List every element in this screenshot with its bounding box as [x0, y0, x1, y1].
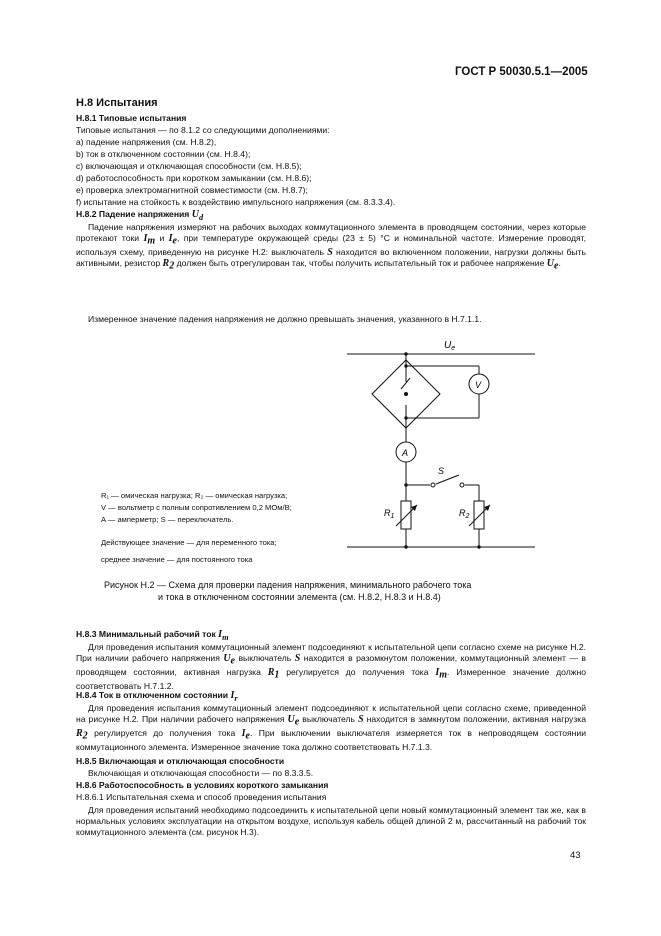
page-number: 43	[570, 850, 581, 861]
list-item: c) включающая и отключающая способности (см. Н.8.5);	[76, 161, 302, 171]
label-r1: $R_1$	[384, 508, 395, 520]
section-h83-title: Н.8.3 Минимальный рабочий ток $I_m$	[76, 629, 229, 642]
label-ue: $U_e$	[444, 340, 456, 352]
figure-caption: Рисунок Н.2 — Схема для проверки падения напряжения, минимального рабочего тока	[104, 580, 472, 590]
doc-header: ГОСТ Р 50030.5.1—2005	[455, 66, 588, 78]
symbol-ud: $U_d$	[191, 209, 204, 222]
label-switch: S	[438, 466, 445, 476]
section-h85-title: Н.8.5 Включающая и отключающая способности	[76, 756, 285, 766]
list-item: a) падение напряжения (см. Н.8.2),	[76, 137, 217, 147]
label-voltmeter: V	[475, 380, 482, 390]
figure-caption-cont: и тока в отключенном состоянии элемента (см. Н.8.2, Н.8.3 и Н.8.4)	[158, 592, 441, 602]
switch-s	[436, 475, 459, 484]
section-h81-title: Н.8.1 Типовые испытания	[76, 113, 187, 123]
list-item: d) работоспособность при коротком замыкании (см. Н.8.6);	[76, 173, 312, 183]
ammeter-circle	[396, 442, 416, 462]
switching-element	[372, 360, 440, 428]
section-h84-title: Н.8.4 Ток в отключенном состоянии $I_r$	[76, 690, 238, 703]
section-h85-text: Включающая и отключающая способности — по 8.3.3.5.	[88, 768, 314, 778]
section-h861-title: Н.8.6.1 Испытательная схема и способ проведения испытания	[76, 792, 327, 802]
section-h82-paragraph: Падение напряжения измеряют на рабочих выходах коммутационного элемента в проводящем состоянии, через которые протекают токи $I_m$ и $I_e$, при температуре окружающей среды (23 ± 5) °С и номинальной частоте. Измерение проводят, используя схему, приведенную на рисунке Н.2: выключатель S находится во включенном положении, нагрузки должны быть активными, резистор $R_2$ должен быть отрегулирован так, чтобы получить испытательный ток и рабочее напряжение $U_e$.	[76, 222, 586, 273]
section-h84-paragraph: Для проведения испытания коммутационный элемент подсоединяют к испытательной цепи согласно схеме, приведенной на рисунке Н.2. При наличии рабочего напряжения $U_e$ выключатель S находится в замкнутом положении, активная нагрузка $R_2$ регулируется до получения тока $I_e$. При выключении выключателя измеряется ток в непроводящем состоянии коммутационного элемента. Измеренное значение тока должно соответствовать Н.7.1.3.	[76, 703, 586, 753]
figure-note: среднее значение — для постоянного тока	[101, 555, 253, 564]
symbol-ir: $I_r$	[230, 690, 238, 703]
section-h8-title: Н.8 Испытания	[76, 97, 158, 109]
section-h81-intro: Типовые испытания — по 8.1.2 со следующими дополнениями:	[76, 125, 330, 135]
figure-legend-line: R₁ — омическая нагрузка; R₂ — омическая нагрузка;	[101, 491, 288, 500]
label-ammeter: A	[402, 448, 409, 458]
symbol-im: $I_m$	[218, 629, 229, 642]
section-h82-limit: Измеренное значение падения напряжения не должно превышать значения, указанного в Н.7.1.1.	[88, 314, 482, 324]
section-h82-title	[76, 209, 203, 223]
section-h83-paragraph: Для проведения испытания коммутационный элемент подсоединяют к испытательной цепи согласно схеме на рисунке Н.2. При наличии рабочего напряжения $U_e$ выключатель S находится в разомкнутом положении, коммутационный элемент — в проводящем состоянии, активная нагрузка $R_1$ регулируется до получения тока $I_m$. Измеренное значение должно соответствовать Н.7.1.2.	[76, 642, 586, 692]
label-r2: $R_2$	[459, 508, 470, 520]
section-h86-title: Н.8.6 Работоспособность в условиях короткого замыкания	[76, 780, 329, 790]
figure-legend-line: A — амперметр; S — переключатель.	[101, 515, 234, 524]
voltmeter-circle	[469, 374, 489, 394]
figure-legend-line: V — вольтметр с полным сопротивлением 0,2 МОм/В;	[101, 503, 292, 512]
section-h861-paragraph: Для проведения испытаний необходимо подсоединить к испытательной цепи новый коммутационный элемент так же, как в нормальных условиях эксплуатации на открытом воздухе, используя кабель общей длиной 2 м, рассчитанный на рабочий ток коммутационного элемента (см. рисунок Н.3).	[76, 805, 586, 838]
section-h82-title-text: Н.8.2 Падение напряжения	[76, 209, 190, 219]
list-item: e) проверка электромагнитной совместимости (см. Н.8.7);	[76, 185, 308, 195]
figure-note: Действующее значение — для переменного тока;	[101, 538, 277, 547]
resistor-r1	[401, 501, 411, 529]
resistor-r2	[474, 501, 484, 529]
list-item: b) ток в отключенном состоянии (см. Н.8.4);	[76, 149, 251, 159]
list-item: f) испытание на стойкость к воздействию импульсного напряжения (см. 8.3.3.4).	[76, 197, 396, 207]
